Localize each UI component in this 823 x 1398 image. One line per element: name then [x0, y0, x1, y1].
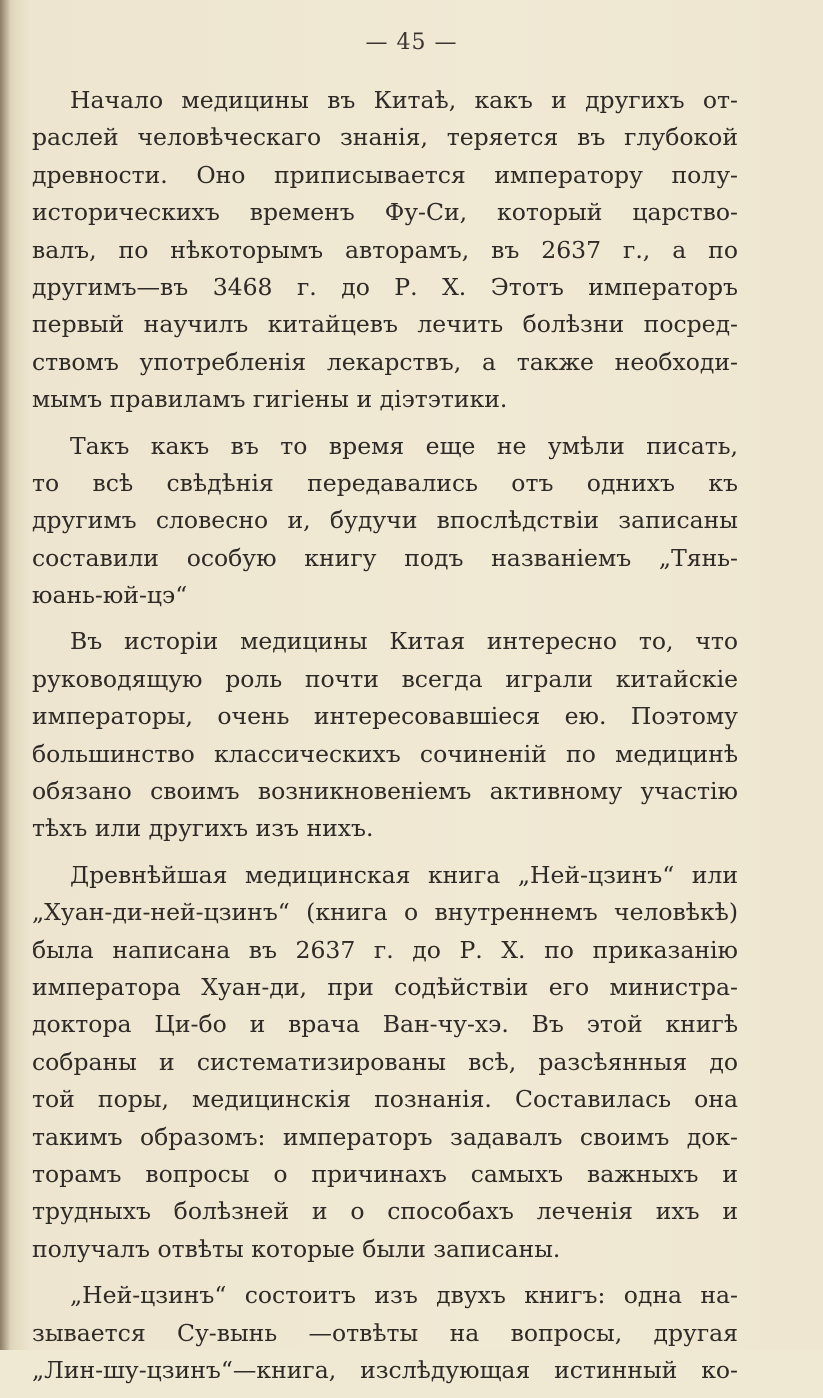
- text-line: такимъ образомъ: императоръ задавалъ своимъ док-: [32, 1122, 738, 1151]
- paragraph-4: [32, 857, 738, 1268]
- text-line: торамъ вопросы о причинахъ самыхъ важныхъ и: [32, 1159, 738, 1188]
- text-line: „Хуан-ди-ней-цзинъ“ (книга о внутреннемъ человѣкѣ): [32, 898, 738, 927]
- text-line: императоры, очень интересовавшіеся ею. Поэтому: [32, 702, 738, 731]
- text-line: „Ней-цзинъ“ состоитъ изъ двухъ книгъ: одна на-: [70, 1281, 738, 1310]
- text-line: собраны и систематизированы всѣ, разсѣянныя до: [32, 1047, 738, 1076]
- text-line: получалъ отвѣты которые были записаны.: [32, 1234, 561, 1263]
- text-line: была написана въ 2637 г. до Р. Х. по приказанію: [32, 935, 738, 964]
- text-line: Начало медицины въ Китаѣ, какъ и другихъ от-: [70, 86, 738, 114]
- text-line: древности. Оно приписывается императору полу-: [32, 160, 738, 189]
- text-line: валъ, по нѣкоторымъ авторамъ, въ 2637 г., а по: [32, 235, 738, 264]
- text-line: руководящую роль почти всегда играли китайскіе: [32, 664, 738, 693]
- text-line: Въ исторіи медицины Китая интересно то, что: [70, 627, 738, 656]
- text-line: юань-юй-цэ“: [32, 581, 188, 610]
- text-line: тѣхъ или другихъ изъ нихъ.: [32, 814, 374, 843]
- text-line: зывается Су-вынь —отвѣты на вопросы, другая: [32, 1318, 738, 1347]
- text-line: раслей человѣческаго знанія, теряется въ глубокой: [32, 123, 738, 152]
- paragraph-2: [32, 428, 738, 615]
- text-line: обязано своимъ возникновеніемъ активному участію: [32, 777, 738, 806]
- paragraph-5: [32, 1277, 738, 1389]
- page-number: — 45 —: [365, 30, 458, 55]
- text-line: той поры, медицинскія познанія. Составилась она: [32, 1085, 738, 1114]
- text-line: первый научилъ китайцевъ лечить болѣзни посред-: [32, 310, 738, 339]
- text-line: ствомъ употребленія лекарствъ, а также необходи-: [32, 347, 738, 376]
- text-line: составили особую книгу подъ названіемъ „Тянь-: [32, 543, 738, 572]
- text-line: трудныхъ болѣзней и о способахъ леченія ихъ и: [32, 1197, 738, 1226]
- text-line: доктора Ци-бо и врача Ван-чу-хэ. Въ этой книгѣ: [32, 1010, 738, 1039]
- text-line: Такъ какъ въ то время еще не умѣли писать,: [70, 431, 738, 460]
- text-line: императора Хуан-ди, при содѣйствіи его министра-: [32, 972, 738, 1001]
- text-line: другимъ словесно и, будучи впослѣдствіи записаны: [32, 506, 738, 535]
- paragraph-3: [32, 623, 738, 847]
- paragraph-1: [32, 82, 738, 419]
- text-line: Древнѣйшая медицинская книга „Ней-цзинъ“ или: [70, 860, 738, 889]
- text-line: большинство классическихъ сочиненій по медицинѣ: [32, 739, 738, 768]
- text-line: историческихъ временъ Фу-Си, который царство-: [32, 198, 738, 227]
- body-text: [32, 82, 738, 1398]
- text-line: мымъ правиламъ гигіены и діэтэтики.: [32, 385, 508, 414]
- spine-shadow: [0, 0, 10, 1350]
- text-line: „Лин-шу-цзинъ“—книга, изслѣдующая истинный ко-: [32, 1355, 738, 1384]
- text-line: то всѣ свѣдѣнія передавались отъ однихъ къ: [32, 468, 738, 497]
- text-line: другимъ—въ 3468 г. до Р. Х. Этотъ императоръ: [32, 272, 738, 301]
